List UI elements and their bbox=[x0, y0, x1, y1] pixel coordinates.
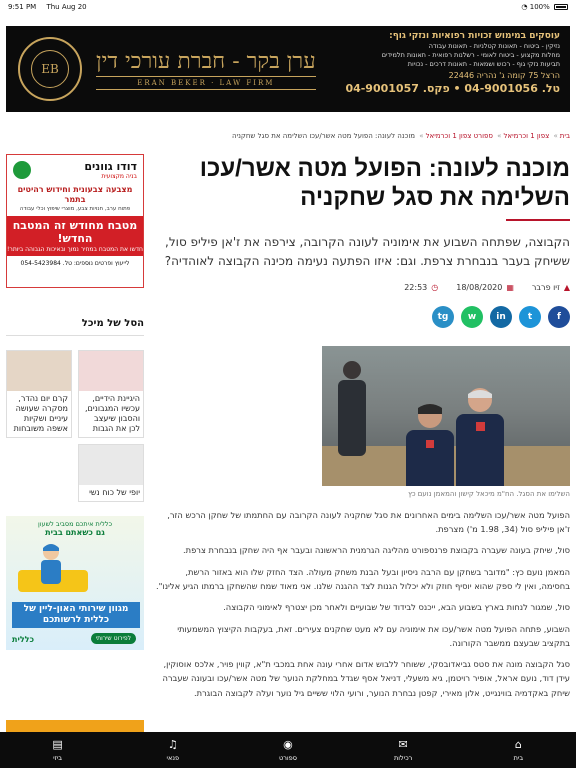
nav-label: רכילות bbox=[394, 753, 413, 762]
firm-name-en: ERAN BEKER · LAW FIRM bbox=[96, 76, 316, 90]
product-card[interactable] bbox=[6, 350, 72, 438]
breadcrumb-category[interactable]: צפון 1 וכרמיאל bbox=[503, 132, 550, 140]
ad1-offer: מטבח מחודש זה המטבח החדש! bbox=[12, 219, 138, 246]
article-meta bbox=[156, 283, 570, 292]
breadcrumb-current: מוכנה לעונה: הפועל מטה אשר/עכו השלימה את סגל שחקניה bbox=[231, 132, 416, 140]
nav-label: ספורט bbox=[279, 753, 297, 762]
clalit-ad[interactable] bbox=[6, 516, 144, 650]
status-left bbox=[8, 3, 95, 11]
banner-line: תביעות נזקי גוף - רכוש ושמאות - תאונות דרכים - נכויות bbox=[407, 59, 560, 68]
ad2-headline: גם כשאתם בבית bbox=[45, 528, 105, 537]
person-icon bbox=[36, 542, 66, 592]
firm-logo-icon bbox=[18, 37, 82, 101]
article-body bbox=[156, 508, 570, 700]
status-battery: 100% bbox=[529, 3, 550, 11]
banner-phones: טל. 04-9001056 • פקס. 04-9001057 bbox=[345, 82, 560, 96]
mall-grid bbox=[6, 350, 144, 502]
linkedin-share-icon[interactable]: in bbox=[490, 306, 512, 328]
newspaper-icon: ▤ bbox=[52, 737, 63, 751]
product-title: היגיינת הידיים, עכשיו המגבונים, והסבון שיעצב לכן את הגבות bbox=[84, 394, 140, 433]
chat-icon: ✉ bbox=[398, 737, 408, 751]
product-image bbox=[79, 351, 143, 391]
clalit-logo: כללית bbox=[12, 635, 35, 644]
nav-item-leisure[interactable] bbox=[133, 739, 213, 762]
photo-caption: השלימו את הסגל. הח"מ מיכאל קישון והמאמן נועם כץ bbox=[408, 489, 570, 498]
author-name[interactable]: זיו פרבר bbox=[531, 282, 560, 292]
ad1-offer-sub: חדשו את המטבח במחיר נמוך ובאיכות הגבוהה ביותר! bbox=[7, 245, 143, 253]
ad1-subline: פתוח ערב, חנויות צבע, מוצרי שיפוץ וכלי עבודה bbox=[19, 206, 131, 213]
share-buttons bbox=[156, 306, 570, 328]
nav-item-home[interactable] bbox=[478, 739, 558, 762]
firm-name-he: ערן בקר - חברת עורכי דין bbox=[96, 49, 316, 74]
banner-right bbox=[340, 30, 560, 97]
breadcrumb-subcategory[interactable]: ספורט צפון 1 וכרמיאל bbox=[425, 132, 493, 140]
tree-logo-icon bbox=[13, 161, 31, 179]
ad1-contact: לייעוץ ופרטים נוספים: טל. 054-5423984 bbox=[20, 259, 130, 267]
home-icon: ⌂ bbox=[514, 737, 522, 751]
bottom-nav bbox=[0, 732, 576, 768]
ad1-brand-sub: בניה מקצועית bbox=[101, 173, 137, 180]
article-paragraph: המאמן נועם כץ: "מדובר בשחקן עם הרבה ניסיון ובעל הבנת משחק מעולה. הצד החזק שלו הוא באזור הרשת, בחסימה, ואין לי ספק שהוא יוסיף חוזק ולא יכלול הגנות לצד ההגנה שלנו. אני מאוד שמח שהשחקן ברמתו הגיע אלינו". bbox=[156, 566, 570, 591]
title-divider bbox=[506, 219, 570, 221]
meta-author bbox=[532, 283, 570, 292]
calendar-icon: ▦ bbox=[506, 282, 514, 292]
photo-coach bbox=[400, 400, 460, 486]
ad1-brand: דודו גוונים bbox=[84, 160, 137, 173]
article-paragraph: סול, שיחק בעונה שעברה בקבוצת פרנספורט מהליגה הגרמנית הראשונה ובעבר אף היה שחקן בנבחרת צרפת. bbox=[183, 545, 570, 556]
breadcrumb: בית» צפון 1 וכרמיאל» ספורט צפון 1 וכרמיאל» מוכנה לעונה: הפועל מטה אשר/עכו השלימה את סגל שחקניה bbox=[231, 132, 570, 140]
status-right bbox=[521, 3, 568, 11]
sidebar bbox=[6, 154, 144, 650]
article-subtitle: הקבוצה, שפתחה השבוע את אימוניה לעונה הקרובה, צירפה את ז'אן פיליפ סול, ששיחק בעבר בנבחרת צרפת. וגם: איזו הפתעה נעימה מכינה הקבוצה לאוהדיה? bbox=[164, 234, 570, 268]
photo-official bbox=[452, 384, 508, 486]
article-title: מוכנה לעונה: הפועל מטה אשר/עכו השלימה את סגל שחקניה bbox=[199, 155, 570, 212]
article-paragraph: סגל הקבוצה מונה את סטס גביאדובסקי, ששוחר ללבוש אדום אחרי עונה אחת במכבי ת"א, קווין פויר, אלכס אוסוקין, עידן דוד, נועם אראל, אופיר רויטמן, גיא משעלי, דניאל אסף שגדל במחלקת הנוער של מטה אשר/עכו ובעונה שעברה שיחק באקדמיה בווינגייט, אלון מאירי, קפטן נבחרת הנוער, ורועי הלוי ששיים גיל נוער ועלה לקבוצה הבוגרת. bbox=[162, 659, 570, 698]
product-title: קרם יום נהדר, מסקרה שעושה עיניים ושקיות אשפה משובחות bbox=[13, 394, 68, 433]
status-time: 9:51 PM bbox=[8, 3, 37, 11]
photo-background-person bbox=[332, 356, 372, 456]
user-icon: ▲ bbox=[563, 282, 570, 292]
article-time: 22:53 bbox=[404, 282, 428, 292]
product-image bbox=[79, 445, 143, 485]
wifi-icon: ◔ bbox=[521, 3, 528, 11]
article-date: 18/08/2020 bbox=[456, 282, 503, 292]
article-paragraph: סול, שמגור לנחות בארץ בשבוע הבא, ייכנס לבידוד של שבועיים ולאחר מכן יצטרף לאימוני הקבוצה. bbox=[223, 602, 570, 613]
product-title: יופי של כוח נשי bbox=[89, 488, 140, 497]
ball-icon: ◉ bbox=[283, 737, 293, 751]
banner-line: מחלות מקצוע - ביטוח לאומי - רשלנות רפואית - תאונות תלמידים bbox=[381, 50, 560, 59]
nav-label: פנאי bbox=[166, 753, 180, 762]
product-image bbox=[7, 351, 71, 391]
ad2-message: מגוון שירותי האון-ליין של כללית לרשותכם bbox=[12, 602, 140, 628]
ad2-top: כללית איתכם מסביב לשעון bbox=[37, 520, 113, 528]
firm-names bbox=[96, 48, 316, 90]
meta-time bbox=[404, 283, 438, 292]
kitchen-renovation-ad[interactable] bbox=[6, 154, 144, 288]
nav-item-gossip[interactable] bbox=[363, 739, 443, 762]
nav-label: ביזי bbox=[53, 753, 63, 762]
nav-item-bizi[interactable] bbox=[18, 739, 98, 762]
whatsapp-share-icon[interactable]: w bbox=[461, 306, 483, 328]
product-card[interactable] bbox=[78, 350, 144, 438]
status-date: Thu Aug 20 bbox=[46, 3, 87, 11]
article-column bbox=[156, 132, 570, 707]
article-photo[interactable] bbox=[322, 346, 570, 486]
clock-icon: ◷ bbox=[431, 282, 439, 292]
banner-left bbox=[6, 26, 326, 112]
mall-section-title[interactable]: הסל של מיכל bbox=[6, 318, 144, 336]
music-icon: ♫ bbox=[167, 737, 178, 751]
product-card[interactable] bbox=[78, 444, 144, 502]
meta-date bbox=[456, 283, 514, 292]
nav-label: בית bbox=[513, 753, 524, 762]
ad2-cta-button[interactable]: לפירוט שירותי bbox=[91, 633, 136, 644]
battery-icon bbox=[554, 4, 568, 10]
telegram-share-icon[interactable]: tg bbox=[432, 306, 454, 328]
ad1-red-box bbox=[7, 216, 143, 255]
banner-title: עוסקים במימוש זכויות רפואיות ונזקי גוף: bbox=[389, 31, 560, 41]
facebook-share-icon[interactable]: f bbox=[548, 306, 570, 328]
twitter-share-icon[interactable]: t bbox=[519, 306, 541, 328]
article-paragraph: הפועל מטה אשר/עכו השלימה בימים האחרונים את סגל שחקניה לעונה הקרובה עם החתמתו של שחקן הרכש הזר, ז'אן פיליפ סול (34, 1.98 מ') מצרפת. bbox=[167, 509, 570, 535]
banner-address: הרצל 75 קומה ג' נהריה 22446 bbox=[448, 71, 560, 81]
nav-item-sport[interactable] bbox=[248, 739, 328, 762]
firm-logo-initials: EB bbox=[31, 50, 69, 88]
status-bar bbox=[0, 0, 576, 14]
article-paragraph: השבוע, פתחה הפועל מטה אשר/עכו את אימוניה עם לא מעט שחקנים צעירים. זאת, בעקבות הקיצוץ המשמעותי בתקציב שבעצם ממשבר הקורונה. bbox=[177, 623, 570, 648]
breadcrumb-home[interactable]: בית bbox=[559, 132, 570, 140]
ad1-headline: מצבעה צבעונית וחידוש רהיטים בתמר bbox=[17, 185, 133, 204]
law-firm-banner[interactable] bbox=[6, 26, 570, 112]
banner-line: נזיקין - ביטוח - תאונות קטלניות - תאונות עבודה bbox=[428, 42, 560, 51]
